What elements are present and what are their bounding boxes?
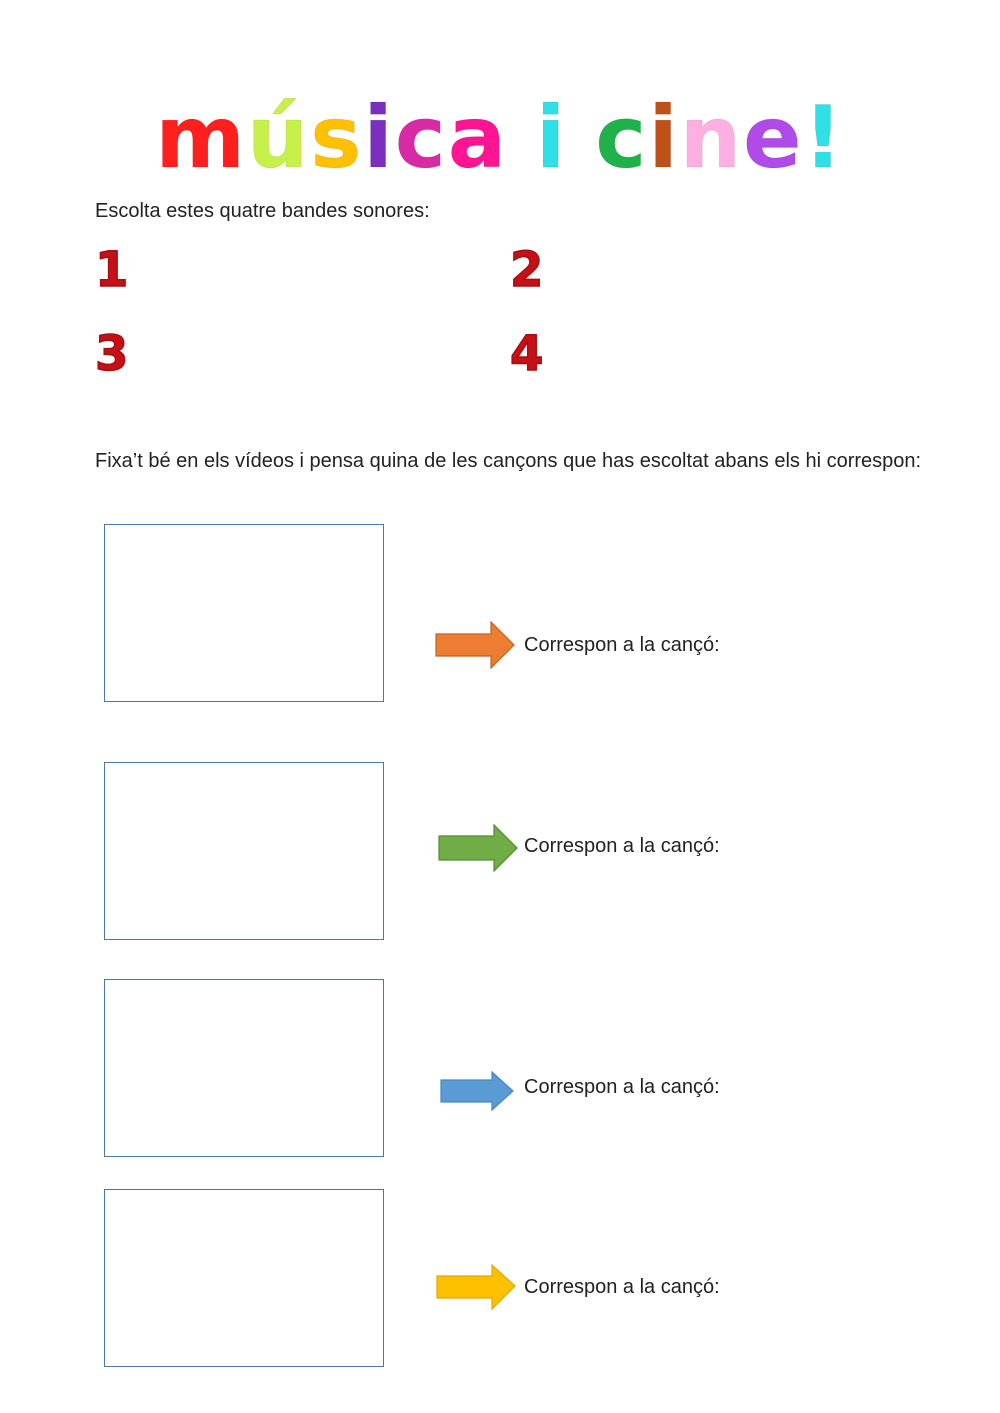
video-box-1[interactable]	[104, 524, 384, 702]
arrow-right-icon	[436, 1264, 516, 1312]
title-letter: c	[595, 88, 649, 188]
title-letter: n	[679, 88, 744, 188]
video-box-3[interactable]	[104, 979, 384, 1157]
track-number-1: 1	[95, 242, 129, 298]
title-letter: c	[394, 88, 448, 188]
title-letter: s	[310, 88, 364, 188]
title-letter	[508, 88, 536, 188]
title-letter: i	[648, 88, 680, 188]
title-letter: i	[535, 88, 568, 188]
instruction-text: Fixa’t bé en els vídeos i pensa quina de les cançons que has escoltat abans els hi correspon:	[95, 450, 922, 472]
title-letter: i	[363, 88, 395, 188]
title-letter: !	[803, 88, 845, 188]
correspon-label-3: Correspon a la cançó:	[524, 1076, 720, 1098]
intro-text: Escolta estes quatre bandes sonores:	[95, 200, 430, 222]
title-letter	[567, 88, 595, 188]
title-letter: a	[447, 88, 508, 188]
title-letter: e	[743, 88, 804, 188]
track-number-3: 3	[95, 326, 129, 382]
track-number-2: 2	[510, 242, 544, 298]
correspon-label-1: Correspon a la cançó:	[524, 634, 720, 656]
title-letter: m	[155, 88, 247, 188]
arrow-right-icon	[440, 1067, 520, 1115]
arrow-right-icon	[435, 621, 515, 669]
title-letter: ú	[246, 88, 311, 188]
arrow-right-icon	[438, 824, 518, 872]
correspon-label-2: Correspon a la cançó:	[524, 835, 720, 857]
video-box-2[interactable]	[104, 762, 384, 940]
correspon-label-4: Correspon a la cançó:	[524, 1276, 720, 1298]
video-box-4[interactable]	[104, 1189, 384, 1367]
page-title	[0, 88, 1000, 188]
track-number-4: 4	[510, 326, 544, 382]
